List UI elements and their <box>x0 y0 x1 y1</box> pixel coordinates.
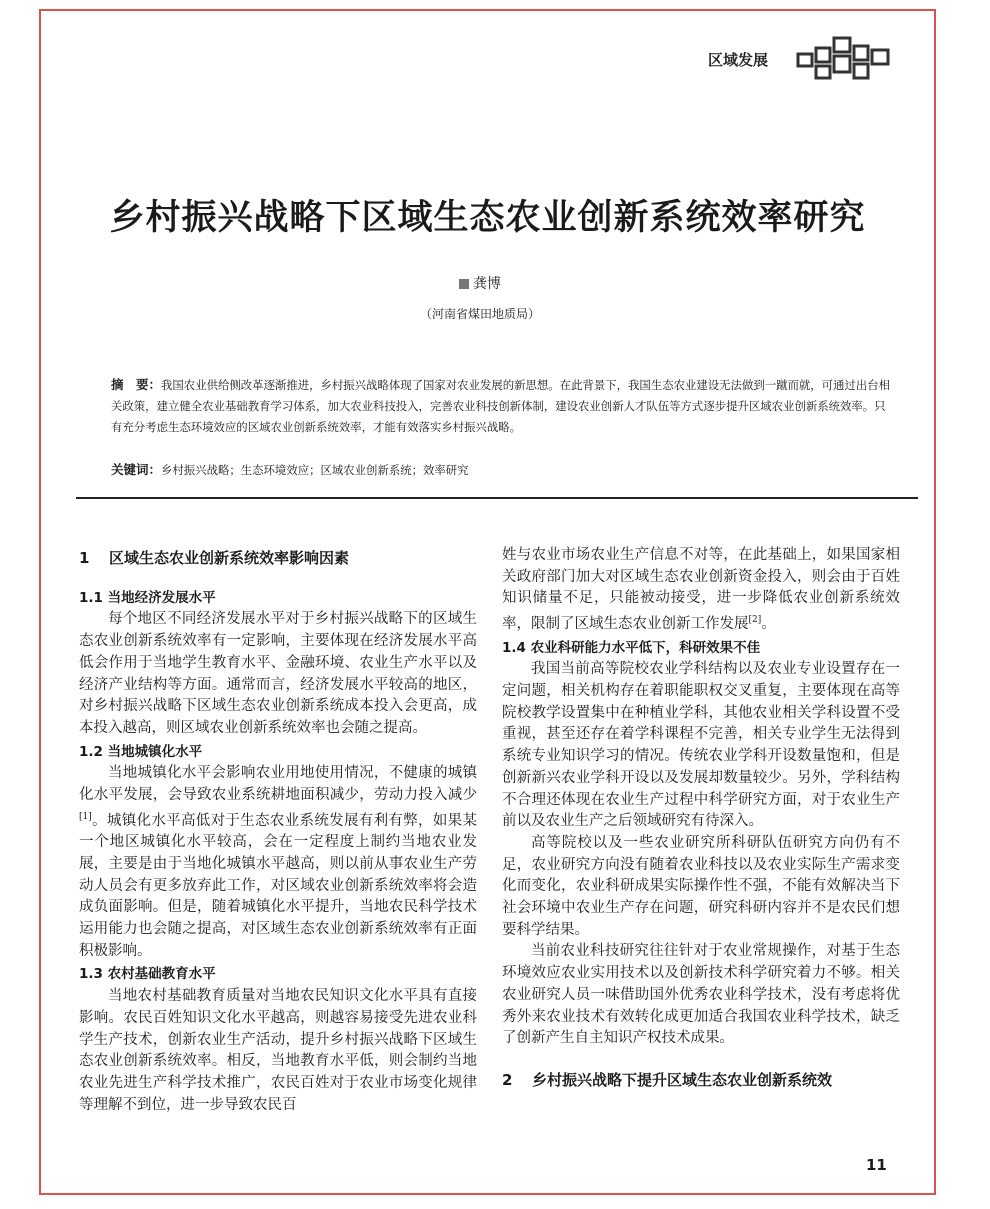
paragraph-text: 姓与农业市场农业生产信息不对等，在此基础上，如果国家相关政府部门加大对区域生态农业创新资金投入，则会由于百姓知识储量不足，只能被动接受，进一步降低农业创新系统效率，限制了区域生态农业创新工作发展 <box>502 547 900 632</box>
section-number: 2 <box>502 1071 513 1089</box>
section-title: 区域生态农业创新系统效率影响因素 <box>109 549 350 567</box>
section-heading-1 <box>79 548 477 570</box>
abstract-text: 我国农业供给侧改革逐渐推进，乡村振兴战略体现了国家对农业发展的新思想。在此背景下，我国生态农业建设无法做到一蹴而就，可通过出台相关政策，建立健全农业基础教育学习体系，加大农业科技投入，完善农业科技创新体制，建设农业创新人才队伍等方式逐步提升区域农业创新系统效率。只有充分考虑生态环境效应的区域农业创新系统效率，才能有效落实乡村振兴战略。 <box>111 378 891 434</box>
paragraph: 我国当前高等院校农业学科结构以及农业专业设置存在一定问题，相关机构存在着职能职权交叉重复，主要体现在高等院校教学设置集中在种植业学科，其他农业相关学科设置不受重视，甚至还存在着学科课程不完善，相关专业学生无法得到系统专业知识学习的情况。传统农业学科开设数量饱和，但是创新新兴农业学科开设以及发展却数量较少。另外，学科结构不合理还体现在农业生产过程中科学研究方面，对于农业生产前以及农业生产之后领域研究有待深入。 <box>502 661 900 830</box>
abstract <box>111 374 891 438</box>
subsection-heading: 1.3 农村基础教育水平 <box>79 966 216 983</box>
page-number: 11 <box>866 1156 887 1174</box>
section-heading-2 <box>502 1070 900 1092</box>
paragraph: 每个地区不同经济发展水平对于乡村振兴战略下的区域生态农业创新系统效率有一定影响，主要体现在经济发展水平高低会作用于当地学生教育水平、金融环境、农业生产水平以及经济产业结构等方面。通常而言，经济发展水平较高的地区，对乡村振兴战略下区域生态农业创新系统成本投入会更高，成本投入越高，则区域农业创新系统效率也会随之提高。 <box>79 611 477 736</box>
right-column <box>502 545 900 1110</box>
paragraph: 当前农业科技研究往往针对于农业常规操作，对基于生态环境效应农业实用技术以及创新技术科学研究着力不够。相关农业研究人员一味借助国外优秀农业科学技术，没有考虑将优秀外来农业技术有效转化成更加适合我国农业科学技术，缺乏了创新产生自主知识产权技术成果。 <box>502 943 900 1047</box>
left-column <box>79 548 477 1116</box>
keywords-text: 乡村振兴战略；生态环境效应；区域农业创新系统；效率研究 <box>161 463 469 477</box>
paragraph-text: 当地城镇化水平会影响农业用地使用情况，不健康的城镇化水平发展，会导致农业系统耕地面积减少，劳动力投入减少 <box>79 765 477 804</box>
citation-ref: [2] <box>748 615 762 626</box>
author <box>420 273 540 293</box>
paragraph: 高等院校以及一些农业研究所科研队伍研究方向仍有不足，农业研究方向没有随着农业科技以及农业实际生产需求变化而变化，农业科研成果实际操作性不强，不能有效解决当下社会环境中农业生产存在问题，研究科研内容并不是农民们想要科学结果。 <box>502 834 900 938</box>
affiliation: （河南省煤田地质局） <box>419 307 540 321</box>
author-marker-icon <box>459 279 469 289</box>
subsection-heading: 1.4 农业科研能力水平低下，科研效果不佳 <box>502 639 761 656</box>
keywords <box>111 460 891 478</box>
subsection-heading: 1.2 当地城镇化水平 <box>79 743 203 760</box>
paragraph <box>79 763 477 962</box>
subsection-heading: 1.1 当地经济发展水平 <box>79 589 216 606</box>
header-decoration-icon <box>796 36 892 82</box>
paragraph-text: 。 <box>761 615 776 632</box>
paragraph <box>502 545 900 636</box>
abstract-label: 摘 要： <box>111 377 162 392</box>
section-title: 乡村振兴战略下提升区域生态农业创新系统效 <box>532 1071 833 1089</box>
article-title: 乡村振兴战略下区域生态农业创新系统效率研究 <box>109 198 866 238</box>
section-tag: 区域发展 <box>708 51 769 69</box>
citation-ref: [1] <box>79 811 92 822</box>
paragraph: 当地农村基础教育质量对当地农民知识文化水平具有直接影响。农民百姓知识文化水平越高，则越容易接受先进农业科学生产技术，创新农业生产活动，提升乡村振兴战略下区域生态农业创新系统效率。相反，当地教育水平低，则会制约当地农业先进生产科学技术推广，农民百姓对于农业市场变化规律等理解不到位，进一步导致农民百 <box>79 988 477 1113</box>
divider <box>76 497 918 499</box>
author-name: 龚博 <box>473 276 501 292</box>
paragraph-text: 。城镇化水平高低对于生态农业系统发展有利有弊，如果某一个地区城镇化水平较高，会在一定程度上制约当地农业发展，主要是由于当地化城镇水平越高，则以前从事农业生产劳动人员会有更多放弃此工作，对区域农业创新系统效率将会造成负面影响。但是，随着城镇化水平提升，当地农民科学技术运用能力也会随之提高，对区域生态农业创新系统效率有正面积极影响。 <box>79 812 477 959</box>
section-number: 1 <box>79 549 90 567</box>
keywords-label: 关键词： <box>111 462 162 477</box>
